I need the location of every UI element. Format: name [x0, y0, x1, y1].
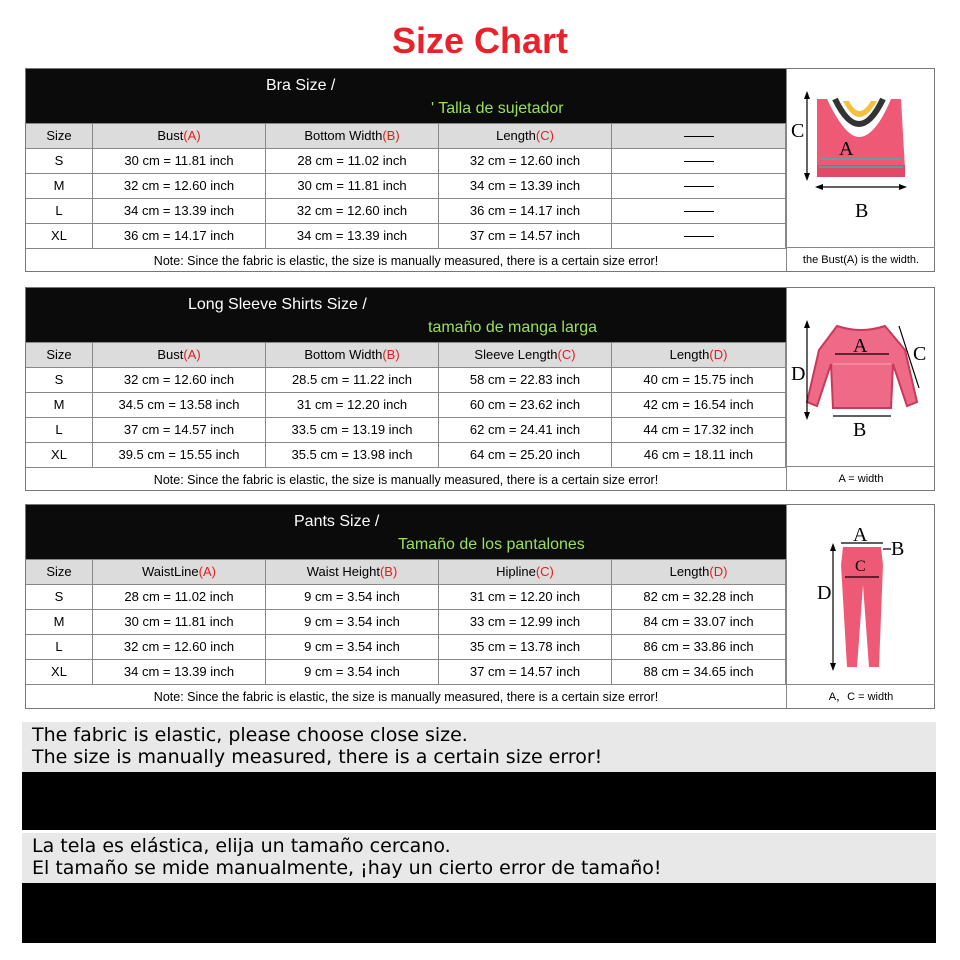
bra-title-en: Bra Size / — [266, 77, 336, 94]
measurement-cell: 33 cm = 12.99 inch — [439, 610, 612, 634]
shirt-diagram — [786, 288, 934, 490]
measurement-cell: 34 cm = 13.39 inch — [266, 224, 439, 248]
measurement-cell — [612, 174, 786, 198]
measurement-cell: 31 cm = 12.20 inch — [439, 585, 612, 609]
column-header — [612, 124, 786, 148]
measurement-cell: 82 cm = 32.28 inch — [612, 585, 786, 609]
measurement-cell: 31 cm = 12.20 inch — [266, 393, 439, 417]
measurement-cell: 44 cm = 17.32 inch — [612, 418, 786, 442]
table-row — [26, 198, 786, 223]
pants-table-header — [26, 505, 786, 559]
measurement-cell: 9 cm = 3.54 inch — [266, 610, 439, 634]
pants-column-headers — [26, 559, 786, 584]
measurement-cell: 30 cm = 11.81 inch — [93, 149, 266, 173]
column-header: Bottom Width(B) — [266, 124, 439, 148]
table-row — [26, 148, 786, 173]
spanish-notice-line2: El tamaño se mide manualmente, ¡hay un cierto error de tamaño! — [32, 857, 662, 879]
measurement-cell: 42 cm = 16.54 inch — [612, 393, 786, 417]
bra-title-es: ' Talla de sujetador — [431, 100, 564, 117]
bra-column-headers — [26, 123, 786, 148]
pants-label-b: B — [891, 538, 905, 560]
measurement-cell: 30 cm = 11.81 inch — [93, 610, 266, 634]
measurement-cell: 28 cm = 11.02 inch — [93, 585, 266, 609]
pants-size-table — [25, 504, 935, 709]
measurement-cell: 30 cm = 11.81 inch — [266, 174, 439, 198]
shirt-note: Note: Since the fabric is elastic, the size is manually measured, there is a certain size error! — [26, 467, 786, 491]
size-cell: L — [26, 635, 93, 659]
bra-table-header — [26, 69, 786, 123]
pants-label-d: D — [817, 582, 832, 604]
measurement-cell: 33.5 cm = 13.19 inch — [266, 418, 439, 442]
table-row — [26, 367, 786, 392]
measurement-cell: 35.5 cm = 13.98 inch — [266, 443, 439, 467]
measurement-cell: 28 cm = 11.02 inch — [266, 149, 439, 173]
measurement-cell: 32 cm = 12.60 inch — [93, 368, 266, 392]
page-title: Size Chart — [391, 20, 569, 61]
shirt-label-a: A — [853, 335, 868, 357]
english-notice — [22, 722, 936, 772]
bra-note: Note: Since the fabric is elastic, the size is manually measured, there is a certain size error! — [26, 248, 786, 272]
size-cell: XL — [26, 660, 93, 684]
measurement-cell: 32 cm = 12.60 inch — [266, 199, 439, 223]
table-row — [26, 634, 786, 659]
measurement-cell: 36 cm = 14.17 inch — [93, 224, 266, 248]
measurement-cell: 36 cm = 14.17 inch — [439, 199, 612, 223]
english-notice-line2: The size is manually measured, there is a certain size error! — [32, 746, 603, 768]
measurement-cell: 46 cm = 18.11 inch — [612, 443, 786, 467]
column-header: Hipline(C) — [439, 560, 612, 584]
measurement-cell: 88 cm = 34.65 inch — [612, 660, 786, 684]
column-header: Size — [26, 124, 93, 148]
measurement-cell: 9 cm = 3.54 inch — [266, 585, 439, 609]
column-header: WaistLine(A) — [93, 560, 266, 584]
measurement-cell: 62 cm = 24.41 inch — [439, 418, 612, 442]
measurement-cell — [612, 224, 786, 248]
bra-label-a: A — [839, 138, 854, 160]
measurement-cell: 32 cm = 12.60 inch — [439, 149, 612, 173]
spanish-notice-line1: La tela es elástica, elija un tamaño cercano. — [32, 835, 451, 857]
table-row — [26, 392, 786, 417]
spanish-notice — [22, 833, 936, 883]
measurement-cell: 34 cm = 13.39 inch — [93, 199, 266, 223]
bra-diagram — [786, 69, 934, 271]
pants-title-en: Pants Size / — [294, 513, 380, 530]
pants-diagram-caption: A，C = width — [787, 684, 935, 708]
sports-bra-illustration — [787, 69, 935, 247]
column-header: Length(D) — [612, 560, 786, 584]
table-row — [26, 609, 786, 634]
shirts-table-header — [26, 288, 786, 342]
pants-label-a: A — [853, 524, 868, 546]
bra-label-c: C — [791, 120, 805, 142]
pants-illustration — [787, 505, 935, 684]
measurement-cell: 37 cm = 14.57 inch — [93, 418, 266, 442]
black-band-1 — [22, 772, 936, 830]
shirt-diagram-caption: A = width — [787, 466, 935, 490]
column-header: Waist Height(B) — [266, 560, 439, 584]
column-header: Length(D) — [612, 343, 786, 367]
table-row — [26, 173, 786, 198]
shirts-size-table — [25, 287, 935, 491]
shirt-label-b: B — [853, 419, 867, 441]
bra-size-table — [25, 68, 935, 272]
measurement-cell: 32 cm = 12.60 inch — [93, 635, 266, 659]
size-cell: XL — [26, 224, 93, 248]
long-sleeve-shirt-illustration — [787, 288, 935, 466]
size-cell: M — [26, 174, 93, 198]
size-cell: XL — [26, 443, 93, 467]
size-cell: S — [26, 368, 93, 392]
measurement-cell: 84 cm = 33.07 inch — [612, 610, 786, 634]
english-notice-line1: The fabric is elastic, please choose close size. — [32, 724, 468, 746]
shirts-title-en: Long Sleeve Shirts Size / — [188, 296, 367, 313]
pants-note: Note: Since the fabric is elastic, the size is manually measured, there is a certain size error! — [26, 684, 786, 708]
size-cell: S — [26, 585, 93, 609]
measurement-cell — [612, 149, 786, 173]
measurement-cell: 34 cm = 13.39 inch — [93, 660, 266, 684]
bra-label-b: B — [855, 200, 869, 222]
pants-diagram — [786, 505, 934, 708]
measurement-cell: 35 cm = 13.78 inch — [439, 635, 612, 659]
measurement-cell: 60 cm = 23.62 inch — [439, 393, 612, 417]
measurement-cell: 64 cm = 25.20 inch — [439, 443, 612, 467]
pants-title-es: Tamaño de los pantalones — [398, 536, 585, 553]
column-header: Bust(A) — [93, 343, 266, 367]
shirt-label-d: D — [791, 363, 806, 385]
pants-label-c: C — [855, 558, 866, 575]
measurement-cell: 37 cm = 14.57 inch — [439, 224, 612, 248]
column-header: Length(C) — [439, 124, 612, 148]
table-row — [26, 417, 786, 442]
bra-diagram-caption: the Bust(A) is the width. — [787, 247, 935, 271]
shirts-title-es: tamaño de manga larga — [428, 319, 597, 336]
size-cell: M — [26, 393, 93, 417]
measurement-cell: 9 cm = 3.54 inch — [266, 660, 439, 684]
column-header: Bust(A) — [93, 124, 266, 148]
size-cell: S — [26, 149, 93, 173]
table-row — [26, 584, 786, 609]
measurement-cell: 86 cm = 33.86 inch — [612, 635, 786, 659]
measurement-cell: 32 cm = 12.60 inch — [93, 174, 266, 198]
measurement-cell: 58 cm = 22.83 inch — [439, 368, 612, 392]
black-band-2 — [22, 883, 936, 943]
measurement-cell: 28.5 cm = 11.22 inch — [266, 368, 439, 392]
column-header: Size — [26, 560, 93, 584]
measurement-cell — [612, 199, 786, 223]
size-cell: L — [26, 199, 93, 223]
column-header: Size — [26, 343, 93, 367]
table-row — [26, 442, 786, 467]
table-row — [26, 659, 786, 684]
measurement-cell: 9 cm = 3.54 inch — [266, 635, 439, 659]
measurement-cell: 39.5 cm = 15.55 inch — [93, 443, 266, 467]
shirt-column-headers — [26, 342, 786, 367]
shirt-label-c: C — [913, 343, 927, 365]
size-cell: L — [26, 418, 93, 442]
column-header: Bottom Width(B) — [266, 343, 439, 367]
measurement-cell: 37 cm = 14.57 inch — [439, 660, 612, 684]
column-header: Sleeve Length(C) — [439, 343, 612, 367]
table-row — [26, 223, 786, 248]
measurement-cell: 34.5 cm = 13.58 inch — [93, 393, 266, 417]
measurement-cell: 34 cm = 13.39 inch — [439, 174, 612, 198]
measurement-cell: 40 cm = 15.75 inch — [612, 368, 786, 392]
size-cell: M — [26, 610, 93, 634]
